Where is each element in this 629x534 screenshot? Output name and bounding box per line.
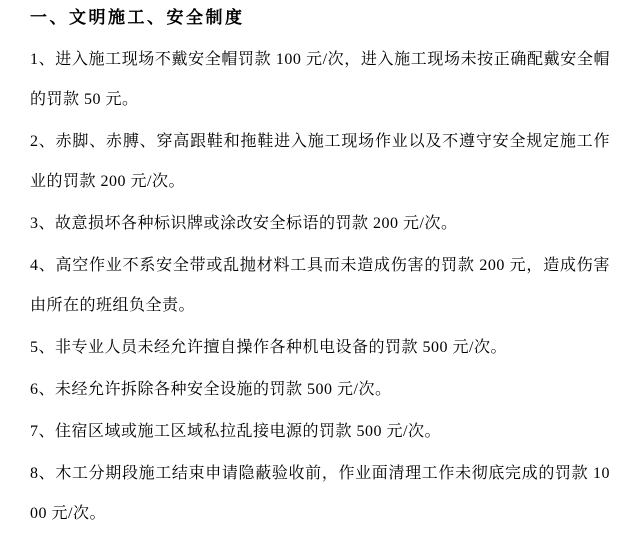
regulation-item-3: 3、故意损坏各种标识牌或涂改安全标语的罚款 200 元/次。 xyxy=(30,215,458,232)
regulation-item-6: 6、未经允许拆除各种安全设施的罚款 500 元/次。 xyxy=(30,381,392,398)
regulation-item-5: 5、非专业人员未经允许擅自操作各种机电设备的罚款 500 元/次。 xyxy=(30,339,507,356)
regulation-item-1: 1、进入施工现场不戴安全帽罚款 100 元/次，进入施工现场未按正确配戴安全帽的罚款 50 元。 xyxy=(30,51,610,108)
regulation-item-4: 4、高空作业不系安全带或乱抛材料工具而未造成伤害的罚款 200 元，造成伤害由所在的班组负全责。 xyxy=(30,257,610,314)
regulation-item-8: 8、木工分期段施工结束申请隐蔽验收前，作业面清理工作未彻底完成的罚款 1000 元/次。 xyxy=(30,465,610,522)
section-heading: 一、文明施工、安全制度 xyxy=(30,8,245,27)
regulation-item-2: 2、赤脚、赤膊、穿高跟鞋和拖鞋进入施工现场作业以及不遵守安全规定施工作业的罚款 200 元/次。 xyxy=(30,133,610,190)
regulation-item-7: 7、住宿区域或施工区域私拉乱接电源的罚款 500 元/次。 xyxy=(30,423,441,440)
